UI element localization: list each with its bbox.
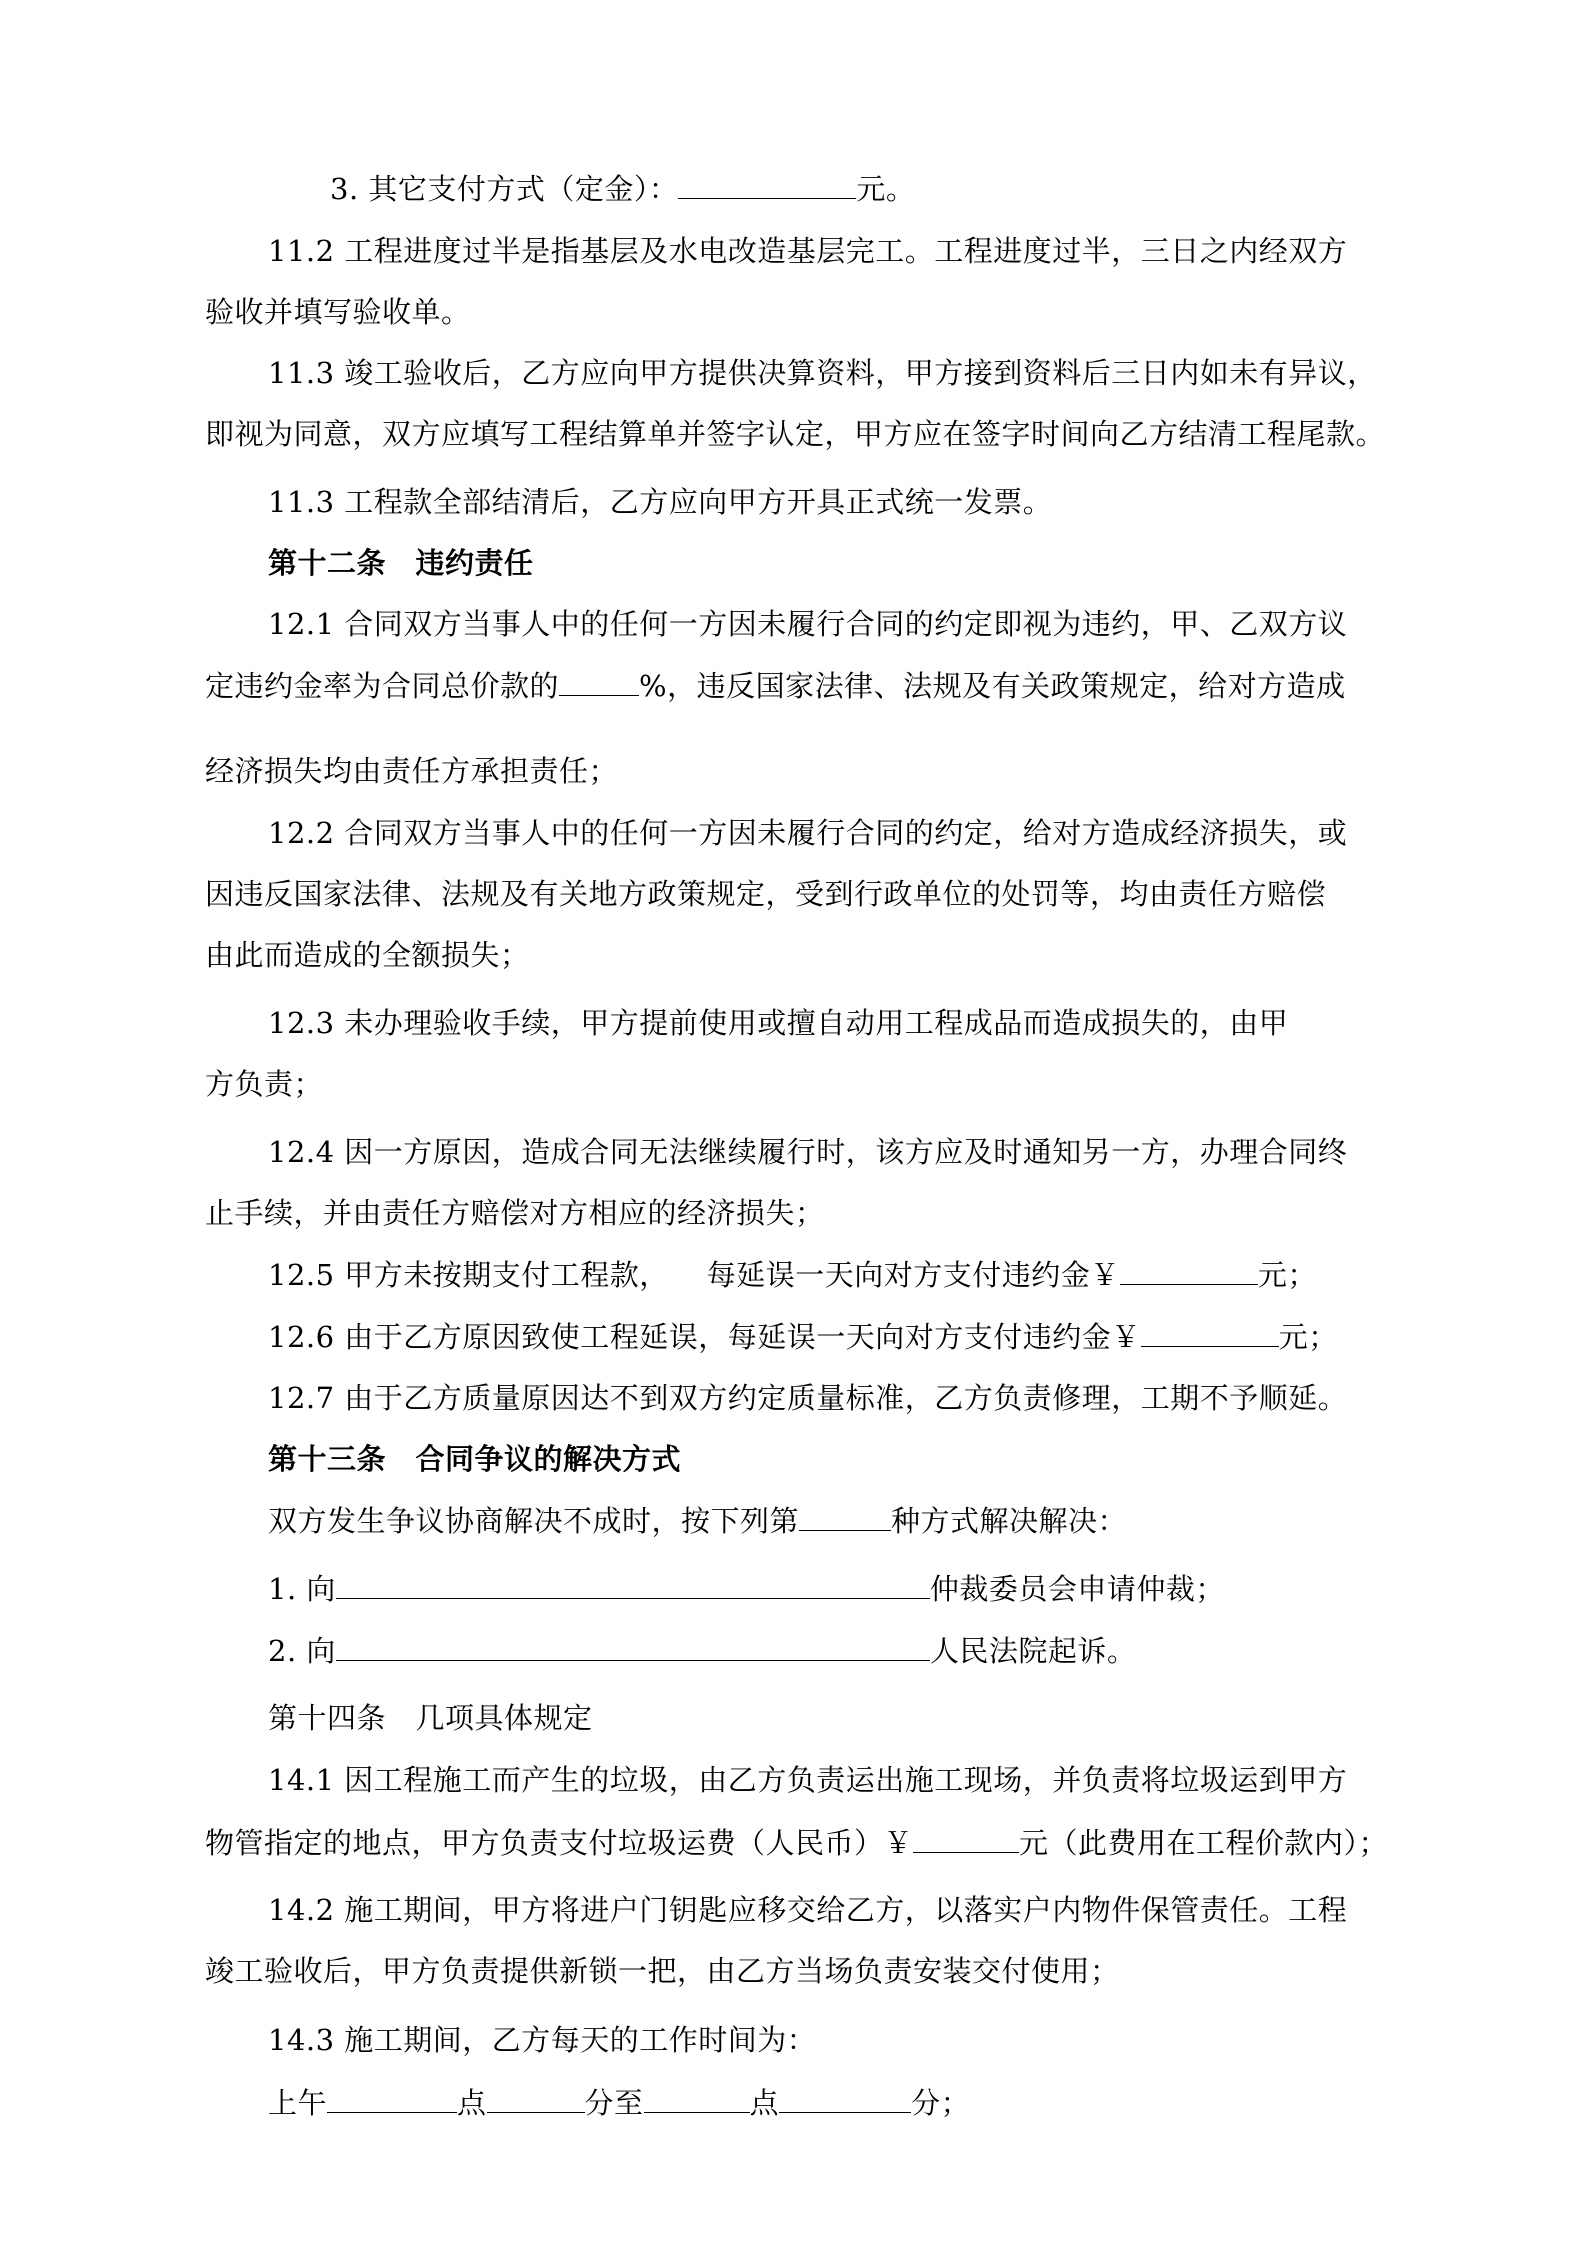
text-segment: 12.7 由于乙方质量原因达不到双方约定质量标准，乙方负责修理，工期不予顺延。	[268, 1381, 1348, 1415]
start-minute-blank[interactable]	[487, 2082, 585, 2113]
penalty-rate-blank[interactable]	[559, 665, 639, 696]
text-segment: 物管指定的地点，甲方负责支付垃圾运费（人民币）￥	[205, 1826, 914, 1860]
text-segment: 竣工验收后，甲方负责提供新锁一把，由乙方当场负责安装交付使用；	[205, 1954, 1120, 1988]
text-segment: 分；	[911, 2086, 971, 2120]
text-segment: 即视为同意，双方应填写工程结算单并签字认定，甲方应在签字时间向乙方结清工程尾款。	[205, 417, 1386, 451]
text-segment: 点	[457, 2086, 487, 2120]
article-12-heading	[268, 543, 1498, 583]
clause-14-1	[268, 1760, 1498, 1800]
text-segment: 14.1 因工程施工而产生的垃圾，由乙方负责运出施工现场，并负责将垃圾运到甲方	[268, 1763, 1348, 1797]
arbitration-body-blank[interactable]	[336, 1568, 930, 1599]
text-segment: 12.1 合同双方当事人中的任何一方因未履行合同的约定即视为违约，甲、乙双方议	[268, 607, 1348, 641]
garbage-fee-blank[interactable]	[913, 1822, 1019, 1853]
clause-12-1-cont	[205, 665, 1435, 706]
text-segment: 双方发生争议协商解决不成时，按下列第	[268, 1504, 800, 1538]
dispute-intro	[268, 1500, 1498, 1541]
text-segment: 人民法院起诉。	[929, 1634, 1137, 1668]
text-segment: 2. 向	[268, 1634, 336, 1668]
text-segment: 3. 其它支付方式（定金）：	[330, 172, 679, 206]
clause-12-4-cont	[205, 1193, 1435, 1233]
working-hours	[268, 2082, 1498, 2123]
heading-text: 第十三条 合同争议的解决方式	[268, 1442, 682, 1476]
text-segment: 止手续，并由责任方赔偿对方相应的经济损失；	[205, 1196, 825, 1230]
clause-14-2-cont	[205, 1951, 1435, 1991]
text-segment: 14.2 施工期间，甲方将进户门钥匙应移交给乙方，以落实户内物件保管责任。工程	[268, 1893, 1348, 1927]
clause-14-2	[268, 1890, 1498, 1930]
end-minute-blank[interactable]	[779, 2082, 911, 2113]
start-hour-blank[interactable]	[327, 2082, 457, 2113]
text-segment: 元。	[856, 172, 916, 206]
text-segment: 经济损失均由责任方承担责任；	[205, 754, 619, 788]
text-segment: 12.5 甲方未按期支付工程款，	[268, 1258, 669, 1292]
text-segment: 12.4 因一方原因，造成合同无法继续履行时，该方应及时通知另一方，办理合同终	[268, 1135, 1348, 1169]
text-segment: 1. 向	[268, 1572, 336, 1606]
clause-11-2-cont	[205, 292, 1435, 332]
text-segment: 方负责；	[205, 1067, 324, 1101]
clause-12-2-cont2	[205, 935, 1435, 975]
clause-12-7	[268, 1378, 1498, 1418]
dispute-option-2	[268, 1630, 1498, 1671]
end-hour-blank[interactable]	[644, 2082, 750, 2113]
clause-11-3b	[268, 482, 1498, 522]
text-segment: 上午	[268, 2086, 328, 2120]
text-segment: 验收并填写验收单。	[205, 295, 471, 329]
text-segment: 仲裁委员会申请仲裁；	[929, 1572, 1225, 1606]
clause-12-2	[268, 813, 1498, 853]
text-segment: 每延误一天向对方支付违约金￥	[706, 1258, 1120, 1292]
court-name-blank[interactable]	[336, 1630, 930, 1661]
text-segment: 12.6 由于乙方原因致使工程延误，每延误一天向对方支付违约金￥	[268, 1320, 1141, 1354]
text-segment: 种方式解决解决：	[891, 1504, 1128, 1538]
text-segment: 11.3 工程款全部结清后，乙方应向甲方开具正式统一发票。	[268, 485, 1053, 519]
text-segment: 11.3 竣工验收后，乙方应向甲方提供决算资料，甲方接到资料后三日内如未有异议，	[268, 356, 1377, 390]
article-13-heading	[268, 1439, 1498, 1479]
clause-14-1-cont	[205, 1822, 1435, 1863]
text-segment: 由此而造成的全额损失；	[205, 938, 530, 972]
clause-11-3-cont	[205, 414, 1435, 454]
blank-field[interactable]	[678, 168, 856, 199]
clause-12-5	[268, 1254, 1498, 1295]
clause-11-2	[268, 231, 1498, 271]
heading-text: 第十二条 违约责任	[268, 546, 534, 580]
clause-12-4	[268, 1132, 1498, 1172]
clause-12-3-cont	[205, 1064, 1435, 1104]
clause-12-1-cont2	[205, 751, 1435, 791]
penalty-amount-blank[interactable]	[1141, 1316, 1279, 1347]
text-segment: 分至	[584, 2086, 644, 2120]
clause-12-3	[268, 1003, 1498, 1043]
clause-14-3	[268, 2020, 1498, 2060]
text-segment: 因违反国家法律、法规及有关地方政策规定，受到行政单位的处罚等，均由责任方赔偿	[205, 877, 1327, 911]
text-segment: 12.2 合同双方当事人中的任何一方因未履行合同的约定，给对方造成经济损失，或	[268, 816, 1348, 850]
clause-12-2-cont	[205, 874, 1435, 914]
text-segment: 12.3 未办理验收手续，甲方提前使用或擅自动用工程成品而造成损失的，由甲	[268, 1006, 1289, 1040]
heading-text: 第十四条 几项具体规定	[268, 1701, 593, 1735]
clause-11-3	[268, 353, 1498, 393]
text-segment: 元；	[1257, 1258, 1317, 1292]
article-14-heading	[268, 1698, 1498, 1738]
text-segment: 14.3 施工期间，乙方每天的工作时间为：	[268, 2023, 817, 2057]
clause-12-1	[268, 604, 1498, 644]
clause-12-6	[268, 1316, 1498, 1357]
text-segment: %，违反国家法律、法规及有关政策规定，给对方造成	[639, 669, 1346, 703]
text-segment: 点	[749, 2086, 780, 2120]
payment-method-3	[330, 168, 1560, 209]
method-number-blank[interactable]	[799, 1500, 891, 1531]
text-segment: 11.2 工程进度过半是指基层及水电改造基层完工。工程进度过半，三日之内经双方	[268, 234, 1348, 268]
dispute-option-1	[268, 1568, 1498, 1609]
text-segment: 元（此费用在工程价款内）；	[1019, 1826, 1389, 1860]
text-segment: 定违约金率为合同总价款的	[205, 669, 560, 703]
text-segment: 元；	[1278, 1320, 1338, 1354]
penalty-amount-blank[interactable]	[1120, 1254, 1258, 1285]
